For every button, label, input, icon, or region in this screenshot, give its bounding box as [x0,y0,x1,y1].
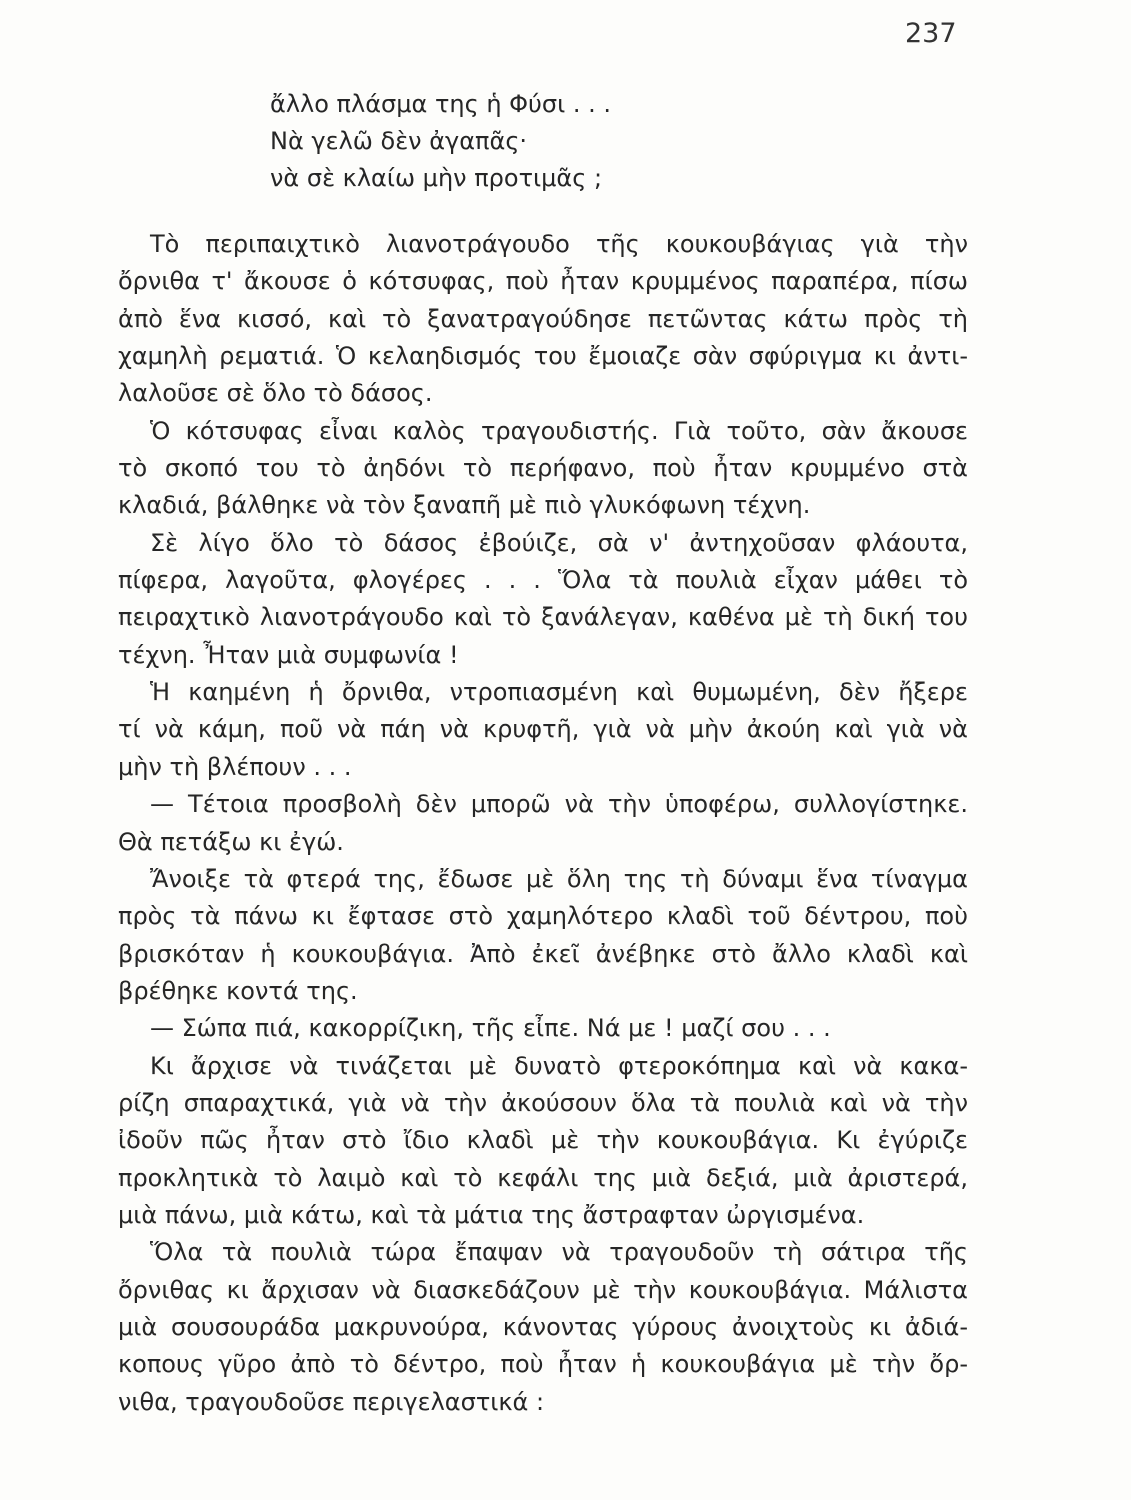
text-line: βρέθηκε κοντά της. [118,976,358,1005]
body-text [118,226,968,1421]
poem-line: Νὰ γελῶ δὲν ἀγαπᾶς· [270,127,528,155]
text-line: Κι ἄρχισε νὰ τινάζεται μὲ δυνατὸ φτεροκόπημα καὶ νὰ κακα- [150,1051,968,1080]
text-line: ἀπὸ ἕνα κισσό, καὶ τὸ ξανατραγούδησε πετῶντας κάτω πρὸς τὴ [118,304,968,333]
text-line: προκλητικὰ τὸ λαιμὸ καὶ τὸ κεφάλι της μιὰ δεξιά, μιὰ ἀριστερά, [118,1163,968,1192]
text-line: ὄρνιθας κι ἄρχισαν νὰ διασκεδάζουν μὲ τὴν κουκουβάγια. Μάλιστα [118,1275,968,1304]
text-line: ἰδοῦν πῶς ἦταν στὸ ἴδιο κλαδὶ μὲ τὴν κουκουβάγια. Κι ἐγύριζε [118,1126,968,1155]
text-line: πειραχτικὸ λιανοτράγουδο καὶ τὸ ξανάλεγαν, καθένα μὲ τὴ δική του [118,603,968,632]
text-line: — Σώπα πιά, κακορρίζικη, τῆς εἶπε. Νά με ! μαζί σου . . . [150,1014,831,1043]
text-line: πρὸς τὰ πάνω κι ἔφτασε στὸ χαμηλότερο κλαδὶ τοῦ δέντρου, ποὺ [118,902,968,931]
text-line: τὸ σκοπό του τὸ ἀηδόνι τὸ περήφανο, ποὺ ἦταν κρυμμένο στὰ [118,454,968,483]
text-line: βρισκόταν ἡ κουκουβάγια. Ἀπὸ ἐκεῖ ἀνέβηκε στὸ ἄλλο κλαδὶ καὶ [118,939,968,968]
text-line: κλαδιά, βάλθηκε νὰ τὸν ξαναπῆ μὲ πιὸ γλυκόφωνη τέχνη. [118,491,811,520]
text-line: μιὰ πάνω, μιὰ κάτω, καὶ τὰ μάτια της ἄστραφταν ὠργισμένα. [118,1200,865,1229]
text-line: ρίζη σπαραχτικά, γιὰ νὰ τὴν ἀκούσουν ὅλα τὰ πουλιὰ καὶ νὰ τὴν [118,1088,968,1117]
text-line: πίφερα, λαγοῦτα, φλογέρες . . . Ὅλα τὰ πουλιὰ εἶχαν μάθει τὸ [118,566,968,595]
text-line: Ἡ καημένη ἡ ὄρνιθα, ντροπιασμένη καὶ θυμωμένη, δὲν ἤξερε [150,678,968,707]
text-line: Τὸ περιπαιχτικὸ λιανοτράγουδο τῆς κουκουβάγιας γιὰ τὴν [150,230,968,258]
text-line: τέχνη. Ἦταν μιὰ συμφωνία ! [118,640,459,669]
text-line: ὄρνιθα τ' ἄκουσε ὁ κότσυφας, ποὺ ἦταν κρυμμένος παραπέρα, πίσω [118,267,968,296]
text-line: μιὰ σουσουράδα μακρυνούρα, κάνοντας γύρους ἀνοιχτοὺς κι ἀδιά- [118,1312,968,1341]
text-line: κοπους γῦρο ἀπὸ τὸ δέντρο, ποὺ ἦταν ἡ κουκουβάγια μὲ τὴν ὄρ- [118,1350,968,1379]
poem-line: νὰ σὲ κλαίω μὴν προτιμᾶς ; [270,164,603,192]
text-line: χαμηλὴ ρεματιά. Ὁ κελαηδισμός του ἔμοιαζε σὰν σφύριγμα κι ἀντι- [118,342,968,371]
page-number: 237 [905,18,957,49]
text-line: Θὰ πετάξω κι ἐγώ. [118,827,344,856]
text-line: Ὅλα τὰ πουλιὰ τώρα ἔπαψαν νὰ τραγουδοῦν τὴ σάτιρα τῆς [150,1238,968,1267]
text-line: Ὁ κότσυφας εἶναι καλὸς τραγουδιστής. Γιὰ τοῦτο, σὰν ἄκουσε [150,416,968,445]
text-line: τί νὰ κάμη, ποῦ νὰ πάη νὰ κρυφτῆ, γιὰ νὰ μὴν ἀκούη καὶ γιὰ νὰ [118,715,968,744]
text-line: Ἄνοιξε τὰ φτερά της, ἔδωσε μὲ ὅλη της τὴ δύναμι ἕνα τίναγμα [150,864,968,893]
text-line: λαλοῦσε σὲ ὅλο τὸ δάσος. [118,379,433,408]
text-line: Σὲ λίγο ὅλο τὸ δάσος ἐβούιζε, σὰ ν' ἀντηχοῦσαν φλάουτα, [150,528,968,557]
text-line: νιθα, τραγουδοῦσε περιγελαστικά : [118,1387,545,1416]
text-line: μὴν τὴ βλέπουν . . . [118,752,352,781]
text-line: — Τέτοια προσβολὴ δὲν μπορῶ νὰ τὴν ὑποφέρω, συλλογίστηκε. [150,790,968,819]
poem-line: ἄλλο πλάσμα της ἡ Φύσι . . . [270,90,612,118]
poem-stanza [270,86,611,197]
